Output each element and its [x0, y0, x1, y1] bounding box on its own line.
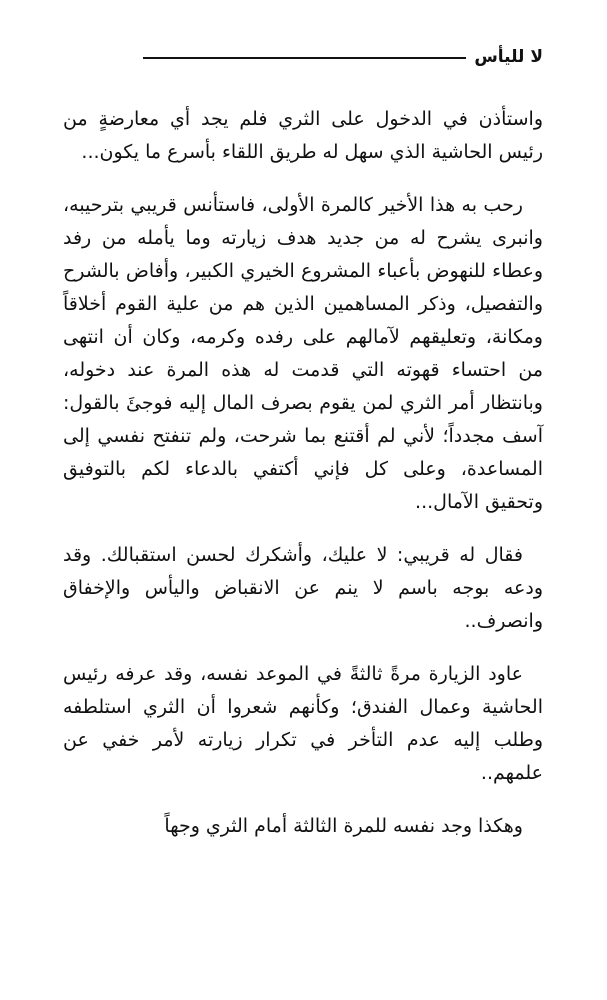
running-header: [63, 40, 543, 74]
paragraph: وهكذا وجد نفسه للمرة الثالثة أمام الثري وجهاً: [164, 815, 523, 837]
paragraph: عاود الزيارة مرةً ثالثةً في الموعد نفسه، وقد عرفه رئيس الحاشية وعمال الفندق؛ وكأنهم شعروا أن الثري استلطفه وطلب إليه عدم التأخر في تكرار زيارته لأمر خفي عن علمهم..: [63, 663, 543, 784]
paragraph: رحب به هذا الأخير كالمرة الأولى، فاستأنس قريبي بترحيبه، وانبرى يشرح له من جديد هدف زيارته وما يأمله من رفد وعطاء للنهوض بأعباء المشروع الخيري الكبير، وأفاض بالشرح والتفصيل، وذكر المساهمين الذين هم من علية القوم أخلاقاً ومكانة، وتعليقهم لآمالهم على رفده وكرمه، وكان أن انتهى من احتساء قهوته التي قدمت له هذه المرة عند دخوله، وبانتظار أمر الثري لمن يقوم بصرف المال إليه فوجئَ بالقول: آسف مجدداً؛ لأني لم أقتنع بما شرحت، ولم تنفتح نفسي إلى المساعدة، وعلى كل فإني أكتفي بالدعاء لكم بالتوفيق وتحقيق الآمال...: [63, 194, 543, 513]
chapter-title: لا لليأس: [474, 47, 543, 67]
body-text: [63, 103, 543, 863]
header-rule: [143, 57, 466, 59]
paragraph: فقال له قريبي: لا عليك، وأشكرك لحسن استقبالك. وقد ودعه بوجه باسم لا ينم عن الانقباض واليأس والإخفاق وانصرف..: [63, 544, 543, 632]
paragraph: واستأذن في الدخول على الثري فلم يجد أي معارضةٍ من رئيس الحاشية الذي سهل له طريق اللقاء بأسرع ما يكون...: [63, 108, 543, 163]
